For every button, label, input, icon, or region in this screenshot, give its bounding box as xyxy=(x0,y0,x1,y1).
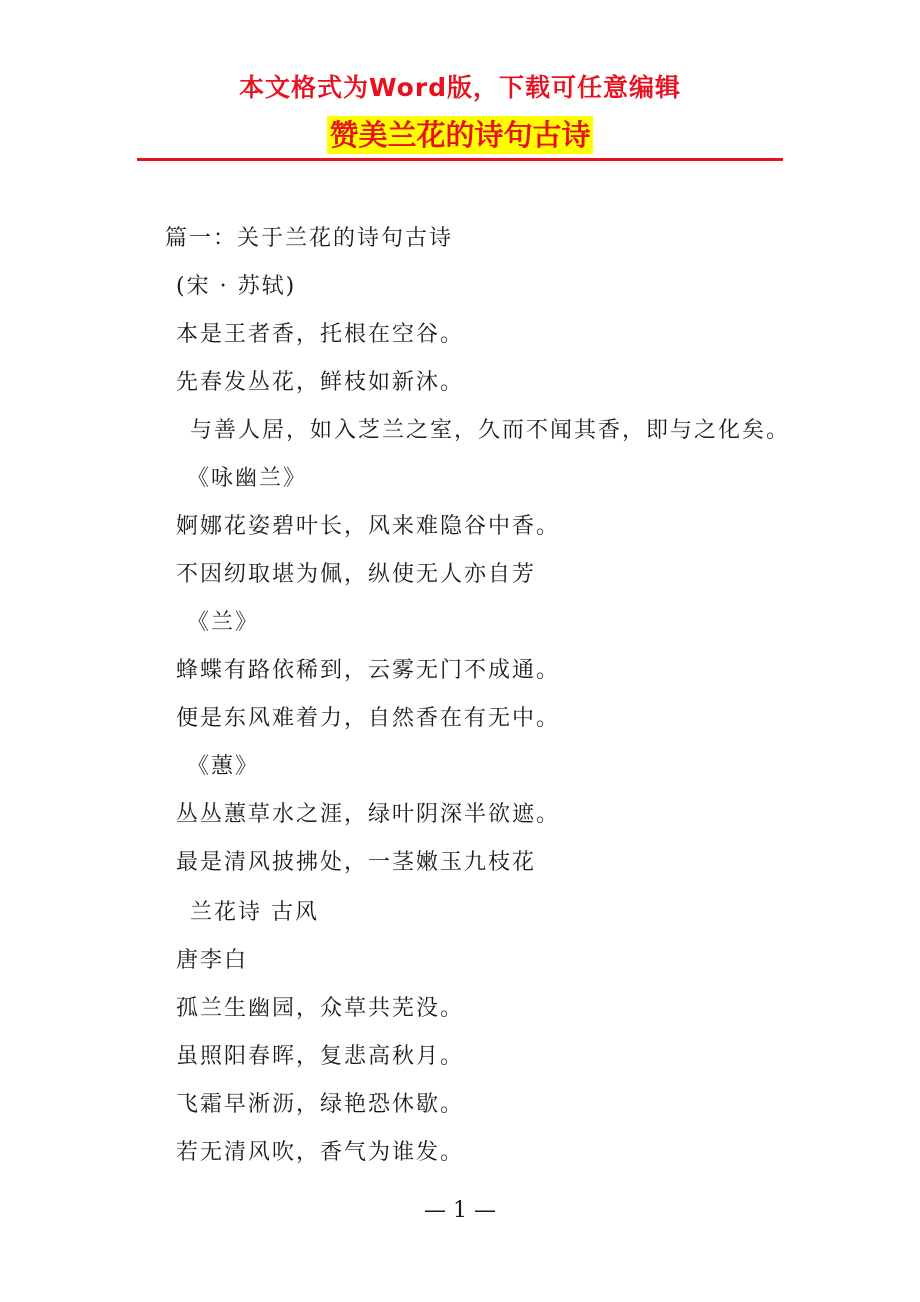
poem-line: 蜂蝶有路依稀到，云雾无门不成通。 xyxy=(176,658,561,683)
poem-author: 唐李白 xyxy=(176,948,249,973)
poem-title: 《咏幽兰》 xyxy=(187,466,308,491)
document-title: 赞美兰花的诗句古诗 xyxy=(329,118,591,152)
poem-line: 若无清风吹，香气为谁发。 xyxy=(176,1140,465,1165)
poem-line: 飞霜早淅沥，绿艳恐休歇。 xyxy=(176,1092,465,1117)
poem-line: 先春发丛花，鲜枝如新沐。 xyxy=(176,370,465,395)
poem-line: 便是东风难着力，自然香在有无中。 xyxy=(176,706,561,731)
poem-line: 最是清风披拂处，一茎嫩玉九枝花 xyxy=(176,850,537,875)
poem-line: 孤兰生幽园，众草共芜没。 xyxy=(176,996,465,1021)
title-wrapper xyxy=(0,116,920,154)
poem-line: 丛丛蕙草水之涯，绿叶阴深半欲遮。 xyxy=(176,802,561,827)
format-notice: 本文格式为Word版，下载可任意编辑 xyxy=(238,73,682,102)
title-divider xyxy=(137,158,783,161)
poem-title: 《兰》 xyxy=(187,610,260,635)
section-heading: 篇一：关于兰花的诗句古诗 xyxy=(165,226,454,251)
poem-line: 与善人居，如入芝兰之室，久而不闻其香，即与之化矣。 xyxy=(190,418,791,443)
poem-line: 虽照阳春晖，复悲高秋月。 xyxy=(176,1044,465,1069)
poem-line: 本是王者香，托根在空谷。 xyxy=(176,322,465,347)
poem-line: 婀娜花姿碧叶长，风来难隐谷中香。 xyxy=(176,514,561,539)
poem-title: 《蕙》 xyxy=(187,754,260,779)
poem-line: 不因纫取堪为佩，纵使无人亦自芳 xyxy=(176,562,537,587)
poem-title: 兰花诗 古风 xyxy=(190,900,319,925)
poem-author: (宋 · 苏轼) xyxy=(176,274,297,299)
page-number: — 1 — xyxy=(424,1198,496,1223)
